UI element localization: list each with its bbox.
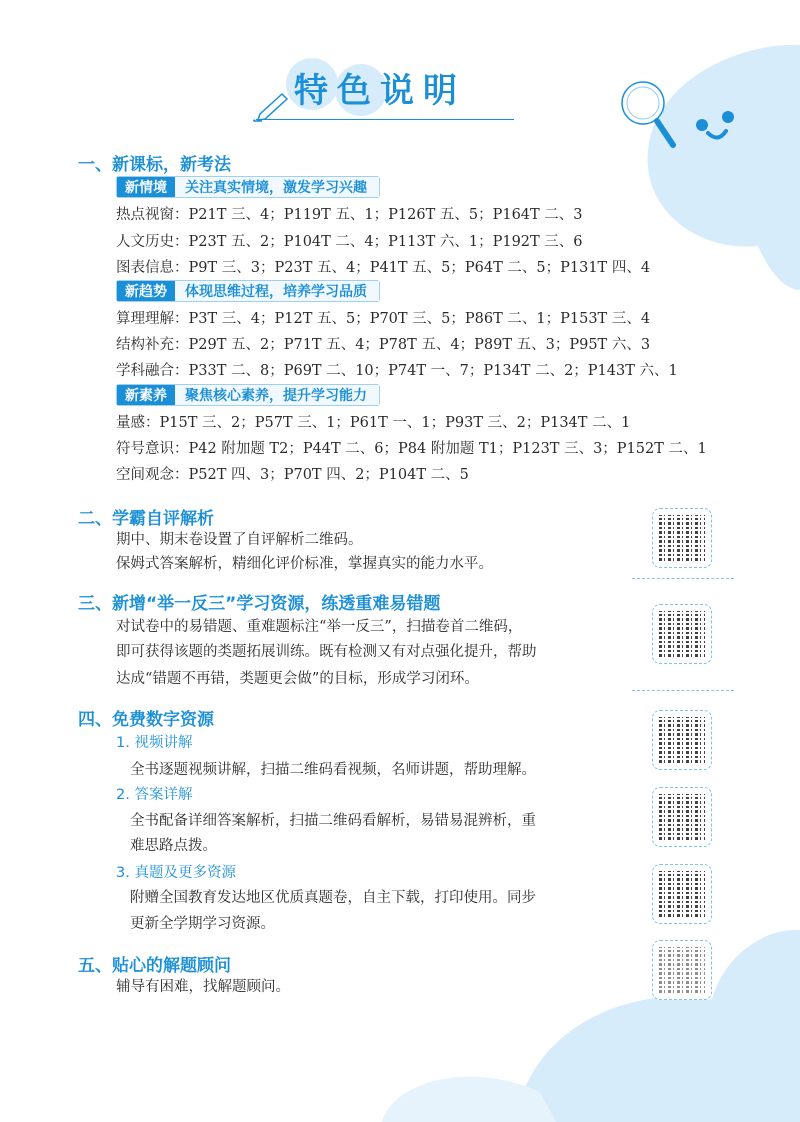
ref-row: 热点视窗：P21T 三、4；P119T 五、1；P126T 五、5；P164T 二、3 <box>116 207 583 223</box>
subheading: 3. 真题及更多资源 <box>116 865 236 881</box>
ref-row: 学科融合：P33T 二、8；P69T 二、10；P74T 一、7；P134T 二、2；P143T 六、1 <box>116 363 678 379</box>
body-line: 全书逐题视频讲解，扫描二维码看视频，名师讲题，帮助理解。 <box>130 762 536 778</box>
section-heading: 一、新课标，新考法 <box>78 155 231 175</box>
qr-code-answers[interactable] <box>652 787 712 847</box>
pencil-icon <box>252 90 292 122</box>
ref-row: 图表信息：P9T 三、3；P23T 五、4；P41T 五、5；P64T 二、5；P131T 四、4 <box>116 260 651 276</box>
smiley-face-icon <box>690 105 760 145</box>
tag-desc: 关注真实情境，激发学习兴趣 <box>175 177 379 197</box>
qr-code-resources[interactable] <box>652 864 712 924</box>
ref-row: 人文历史：P23T 五、2；P104T 二、4；P113T 六、1；P192T 三、6 <box>116 234 583 250</box>
body-line: 附赠全国教育发达地区优质真题卷，自主下载，打印使用。同步 <box>130 890 536 906</box>
tag-desc: 体现思维过程，培养学习品质 <box>175 281 379 301</box>
tag-new-trend <box>116 280 380 302</box>
body-line: 达成“错题不再错，类题更会做”的目标，形成学习闭环。 <box>116 671 479 687</box>
tag-label: 新趋势 <box>117 281 175 301</box>
body-line: 全书配备详细答案解析，扫描二维码看解析，易错易混辨析，重 <box>130 813 536 829</box>
section-heading: 四、免费数字资源 <box>78 710 214 730</box>
divider <box>632 690 734 691</box>
tag-desc: 聚焦核心素养，提升学习能力 <box>175 385 379 405</box>
ref-row: 算理理解：P3T 三、4；P12T 五、5；P70T 三、5；P86T 二、1；P153T 三、4 <box>116 311 651 327</box>
tag-new-context <box>116 176 380 198</box>
body-line: 即可获得该题的类题拓展训练。既有检测又有对点强化提升，帮助 <box>116 644 537 660</box>
section-heading: 三、新增“举一反三”学习资源，练透重难易错题 <box>78 594 441 614</box>
qr-code-self-assessment[interactable] <box>652 508 712 568</box>
body-line: 对试卷中的易错题、重难题标注“举一反三”，扫描卷首二维码， <box>116 619 523 635</box>
tag-new-literacy <box>116 384 380 406</box>
body-line: 期中、期末卷设置了自评解析二维码。 <box>116 532 363 548</box>
section-heading: 五、贴心的解题顾问 <box>78 956 231 976</box>
body-line: 难思路点拨。 <box>130 838 217 854</box>
qr-code-video[interactable] <box>652 710 712 770</box>
subheading: 2. 答案详解 <box>116 787 193 803</box>
body-line: 保姆式答案解析，精细化评价标准，掌握真实的能力水平。 <box>116 556 493 572</box>
ref-row: 结构补充：P29T 五、2；P71T 五、4；P78T 五、4；P89T 五、3；P95T 六、3 <box>116 337 651 353</box>
title-underline <box>256 119 514 120</box>
ref-row: 符号意识：P42 附加题 T2；P44T 二、6；P84 附加题 T1；P123T 三、3；P152T 二、1 <box>116 441 707 457</box>
qr-code-practice[interactable] <box>652 604 712 664</box>
body-line: 辅导有困难，找解题顾问。 <box>116 979 290 995</box>
section-heading: 二、学霸自评解析 <box>78 509 214 529</box>
tag-label: 新素养 <box>117 385 175 405</box>
ref-row: 量感：P15T 三、2；P57T 三、1；P61T 一、1；P93T 三、2；P134T 二、1 <box>116 415 631 431</box>
page-title: 特色说明 <box>294 71 466 111</box>
divider <box>632 578 734 579</box>
magnifier-icon <box>615 75 685 155</box>
ref-row: 空间观念：P52T 四、3；P70T 四、2；P104T 二、5 <box>116 467 469 483</box>
qr-code-advisor[interactable] <box>652 940 712 1000</box>
body-line: 更新全学期学习资源。 <box>130 916 275 932</box>
subheading: 1. 视频讲解 <box>116 735 193 751</box>
tag-label: 新情境 <box>117 177 175 197</box>
